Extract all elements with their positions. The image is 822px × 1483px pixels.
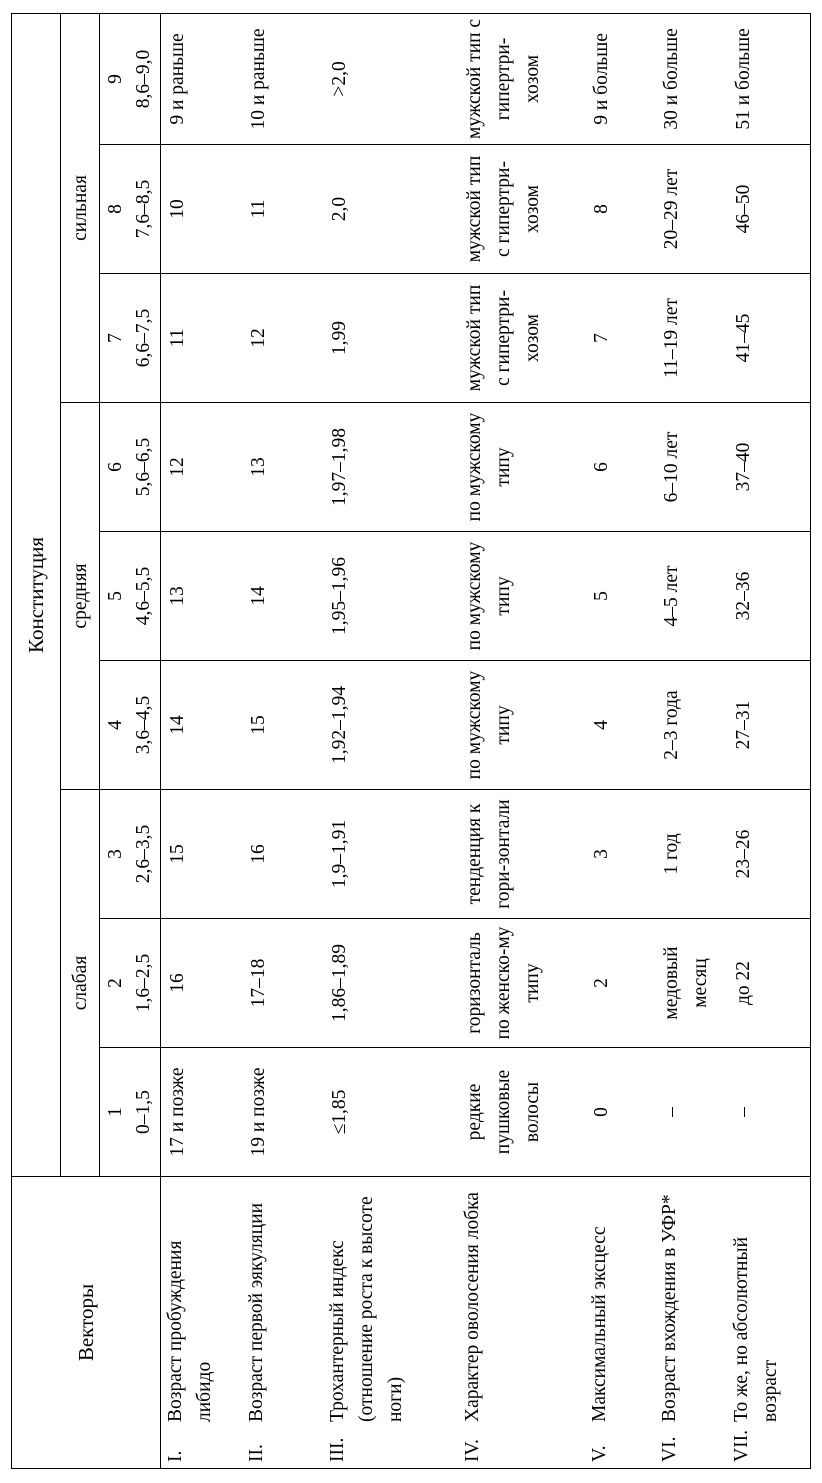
table-cell: 27–31 xyxy=(727,661,811,790)
table-cell: медовый месяц xyxy=(655,919,727,1048)
table-cell: 41–45 xyxy=(727,274,811,403)
table-body xyxy=(161,13,811,1468)
column-header: 2 1,6–2,5 xyxy=(100,919,161,1048)
table-cell: 17–18 xyxy=(242,919,323,1048)
table-cell: – xyxy=(727,1048,811,1177)
table-cell: 46–50 xyxy=(727,145,811,274)
table-cell: 1,99 xyxy=(323,274,458,403)
table-cell: 15 xyxy=(242,661,323,790)
table-cell: 1,86–1,89 xyxy=(323,919,458,1048)
vector-label-cell xyxy=(458,1177,586,1469)
vector-label: Возраст первой эякуляции xyxy=(245,1202,267,1422)
table-cell: 13 xyxy=(242,403,323,532)
column-header: 1 0–1,5 xyxy=(100,1048,161,1177)
table-cell: 1,92–1,94 xyxy=(323,661,458,790)
table-cell: 11 xyxy=(242,145,323,274)
group-strong: сильная xyxy=(61,13,100,402)
table-cell: 15 xyxy=(161,790,242,919)
column-header: 3 2,6–3,5 xyxy=(100,790,161,919)
table-cell: 7 xyxy=(585,274,655,403)
table-cell: 1,9–1,91 xyxy=(323,790,458,919)
table-cell: мужской тип с гипертри-хозом xyxy=(458,13,586,144)
vector-label-cell xyxy=(161,1177,242,1469)
table-row xyxy=(585,13,655,1468)
table-cell: 12 xyxy=(242,274,323,403)
table-cell: мужской тип с гипертри-хозом xyxy=(458,145,586,274)
table-cell: 4 xyxy=(585,661,655,790)
vector-label: Возраст вхождения в УФР* xyxy=(658,1194,680,1422)
rotated-table-wrapper xyxy=(11,14,811,1469)
table-cell: ≤1,85 xyxy=(323,1048,458,1177)
table-cell: 2 xyxy=(585,919,655,1048)
vector-number: II. xyxy=(245,1444,267,1462)
table-cell: – xyxy=(655,1048,727,1177)
table-cell: редкие пушковые волосы xyxy=(458,1048,586,1177)
table-cell: по мужскому типу xyxy=(458,532,586,661)
table-cell: 4–5 лет xyxy=(655,532,727,661)
table-cell: 1,95–1,96 xyxy=(323,532,458,661)
table-cell: 2,0 xyxy=(323,145,458,274)
table-cell: 10 xyxy=(161,145,242,274)
vector-number: V. xyxy=(589,1445,611,1462)
table-cell: 32–36 xyxy=(727,532,811,661)
vector-label: Трохантерный индекс (отношение роста к высоте ноги) xyxy=(327,1196,406,1422)
table-row xyxy=(458,13,586,1468)
vector-number: III. xyxy=(327,1437,348,1462)
vector-number: VII. xyxy=(730,1430,752,1462)
group-medium: средняя xyxy=(61,403,100,790)
table-cell: горизонталь по женско-му типу xyxy=(458,919,586,1048)
table-row xyxy=(242,13,323,1468)
table-cell: 3 xyxy=(585,790,655,919)
table-cell: 30 и больше xyxy=(655,13,727,144)
table-cell: 5 xyxy=(585,532,655,661)
vector-label-cell xyxy=(323,1177,458,1469)
vector-label-cell xyxy=(585,1177,655,1469)
vector-label-cell xyxy=(727,1177,811,1469)
table-cell: 6–10 лет xyxy=(655,403,727,532)
vector-label-cell xyxy=(242,1177,323,1469)
table-cell: 17 и позже xyxy=(161,1048,242,1177)
table-cell: 10 и раньше xyxy=(242,13,323,144)
table-cell: 11–19 лет xyxy=(655,274,727,403)
vector-number: IV. xyxy=(461,1439,483,1462)
table-cell: 11 xyxy=(161,274,242,403)
table-cell: до 22 xyxy=(727,919,811,1048)
constitution-header: Конституция xyxy=(12,13,61,1176)
vector-label: Максимальный эксцесс xyxy=(589,1226,611,1422)
table-cell: 1,97–1,98 xyxy=(323,403,458,532)
table-cell: 9 и больше xyxy=(585,13,655,144)
table-cell: по мужскому типу xyxy=(458,403,586,532)
table-cell: 16 xyxy=(242,790,323,919)
table-cell: 6 xyxy=(585,403,655,532)
column-header: 4 3,6–4,5 xyxy=(100,661,161,790)
table-row xyxy=(323,13,458,1468)
vector-label: Возраст пробуждения либидо xyxy=(165,1240,215,1422)
table-cell: по мужскому типу xyxy=(458,661,586,790)
table-cell: 19 и позже xyxy=(242,1048,323,1177)
table-cell: 1 год xyxy=(655,790,727,919)
table-cell: 51 и больше xyxy=(727,13,811,144)
table-cell: мужской тип с гипертри-хозом xyxy=(458,274,586,403)
vector-number: I. xyxy=(165,1450,186,1462)
table-row xyxy=(655,13,727,1468)
table-cell: 2–3 года xyxy=(655,661,727,790)
vector-label: То же, но абсолютный возраст xyxy=(730,1236,781,1422)
table-cell: 14 xyxy=(161,661,242,790)
constitution-table xyxy=(11,13,811,1469)
table-row xyxy=(727,13,811,1468)
table-row xyxy=(161,13,242,1468)
column-header: 6 5,6–6,5 xyxy=(100,403,161,532)
column-header: 5 4,6–5,5 xyxy=(100,532,161,661)
vector-label-cell xyxy=(655,1177,727,1469)
table-cell: 13 xyxy=(161,532,242,661)
vectors-header: Векторы xyxy=(12,1177,161,1469)
table-cell: тенденция к гори-зонтали xyxy=(458,790,586,919)
table-cell: 16 xyxy=(161,919,242,1048)
table-cell: 37–40 xyxy=(727,403,811,532)
group-weak: слабая xyxy=(61,790,100,1177)
table-cell: >2,0 xyxy=(323,13,458,144)
column-header: 9 8,6–9,0 xyxy=(100,13,161,144)
table-cell: 8 xyxy=(585,145,655,274)
table-cell: 23–26 xyxy=(727,790,811,919)
vector-label: Характер оволосения лобка xyxy=(461,1192,483,1422)
table-cell: 20–29 лет xyxy=(655,145,727,274)
table-cell: 12 xyxy=(161,403,242,532)
table-cell: 9 и раньше xyxy=(161,13,242,144)
vector-number: VI. xyxy=(658,1436,680,1462)
table-cell: 0 xyxy=(585,1048,655,1177)
column-header: 7 6,6–7,5 xyxy=(100,274,161,403)
column-header: 8 7,6–8,5 xyxy=(100,145,161,274)
table-cell: 14 xyxy=(242,532,323,661)
